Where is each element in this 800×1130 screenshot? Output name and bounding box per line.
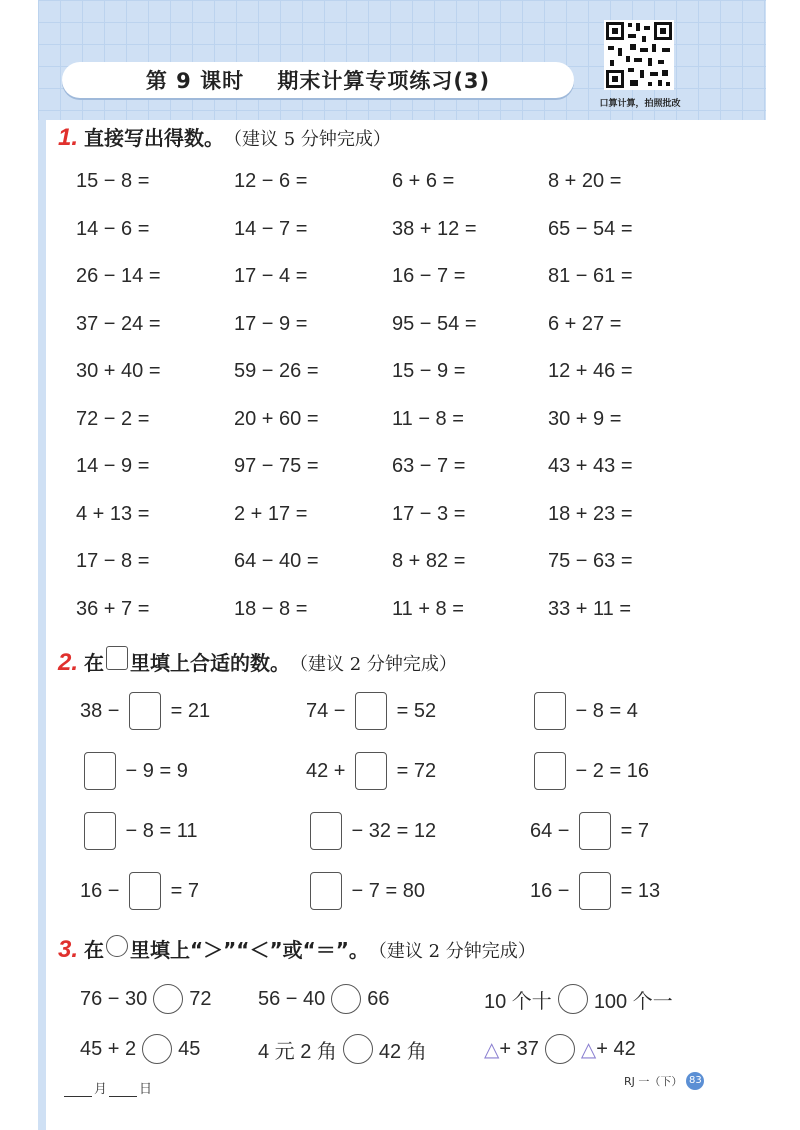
arithmetic-problem: 36 + 7 = <box>76 597 150 620</box>
day-blank[interactable] <box>109 1082 137 1097</box>
circle-symbol-icon <box>106 935 128 957</box>
section-1-hint: （建议 5 分钟完成） <box>224 129 391 150</box>
box-symbol-icon <box>106 646 128 670</box>
arithmetic-problem: 18 − 8 = <box>234 597 308 620</box>
page-number: 83 <box>686 1072 704 1090</box>
section-2-number: 2. <box>58 649 79 676</box>
section-3-title-pre: 在 <box>84 938 105 962</box>
section-1-heading <box>58 122 391 152</box>
arithmetic-problem: 30 + 40 = <box>76 360 161 382</box>
problem-right-text: = 52 <box>391 699 437 722</box>
answer-box[interactable] <box>579 812 611 850</box>
arithmetic-problem: 17 − 3 = <box>392 502 466 525</box>
arithmetic-problem: 14 − 9 = <box>76 455 150 477</box>
problem-right-text: − 32 = 12 <box>346 819 437 842</box>
arithmetic-problem: 75 − 63 = <box>548 550 633 572</box>
arithmetic-problem: 43 + 43 = <box>548 455 633 477</box>
fill-box-problem <box>530 752 649 790</box>
answer-box[interactable] <box>355 692 387 730</box>
answer-box[interactable] <box>579 872 611 910</box>
compare-right-text: 72 <box>189 987 212 1010</box>
problem-right-text: = 13 <box>615 879 661 902</box>
page-title: 第 9 课时 期末计算专项练习(3) <box>145 69 491 93</box>
compare-left-text: 56 − 40 <box>258 987 326 1010</box>
answer-box[interactable] <box>84 812 116 850</box>
arithmetic-problem: 18 + 23 = <box>548 502 633 525</box>
month-label: 月 <box>94 1082 108 1097</box>
arithmetic-problem: 38 + 12 = <box>392 217 477 240</box>
arithmetic-problem: 81 − 61 = <box>548 265 633 287</box>
fill-box-problem <box>80 872 199 910</box>
arithmetic-problem: 65 − 54 = <box>548 217 633 240</box>
problem-left-text: 74 − <box>306 699 352 722</box>
compare-right-text: 100 个一 <box>593 990 673 1013</box>
problem-right-text: = 7 <box>165 879 199 902</box>
compare-left-text: 10 个十 <box>484 990 552 1013</box>
arithmetic-problem: 11 + 8 = <box>392 597 464 620</box>
compare-problem <box>258 984 390 1014</box>
problem-right-text: − 2 = 16 <box>570 759 649 782</box>
problem-right-text: − 8 = 11 <box>120 819 198 842</box>
compare-right-text: 66 <box>367 987 390 1010</box>
arithmetic-problem: 33 + 11 = <box>548 597 632 620</box>
arithmetic-problem: 11 − 8 = <box>392 407 464 430</box>
section-3-hint: （建议 2 分钟完成） <box>368 941 536 962</box>
compare-right-text: + 42 <box>596 1037 636 1060</box>
problem-right-text: = 7 <box>615 819 649 842</box>
arithmetic-problem: 8 + 20 = <box>548 170 622 192</box>
section-2-heading <box>58 646 457 677</box>
compare-left-text: 45 + 2 <box>80 1037 137 1060</box>
compare-right-text: 42 角 <box>378 1040 427 1063</box>
section-3-heading <box>58 934 536 964</box>
answer-box[interactable] <box>355 752 387 790</box>
answer-box[interactable] <box>310 872 342 910</box>
fill-box-problem <box>306 752 436 790</box>
arithmetic-problem: 64 − 40 = <box>234 550 319 572</box>
section-3-title-post: 里填上“＞”“＜”或“＝”。 <box>130 938 369 962</box>
triangle-icon: △ <box>484 1038 500 1061</box>
fill-box-problem <box>306 692 436 730</box>
date-field <box>62 1078 152 1097</box>
qr-caption: 口算计算，拍照批改 <box>599 99 681 109</box>
page-footer <box>624 1072 704 1090</box>
arithmetic-problem: 4 + 13 = <box>76 502 150 525</box>
arithmetic-problem: 6 + 27 = <box>548 312 622 335</box>
problem-left-text: 38 − <box>80 699 126 722</box>
answer-box[interactable] <box>84 752 116 790</box>
title-banner <box>62 62 574 98</box>
arithmetic-problem: 95 − 54 = <box>392 312 477 335</box>
answer-circle[interactable] <box>331 984 361 1014</box>
compare-problem <box>484 984 673 1014</box>
arithmetic-problem: 97 − 75 = <box>234 455 319 477</box>
section-2-hint: （建议 2 分钟完成） <box>290 654 457 675</box>
fill-box-problem <box>80 692 210 730</box>
problem-right-text: − 9 = 9 <box>120 759 188 782</box>
arithmetic-problem: 16 − 7 = <box>392 265 466 287</box>
answer-circle[interactable] <box>142 1034 172 1064</box>
arithmetic-problem: 6 + 6 = <box>392 170 455 192</box>
section-2-title-pre: 在 <box>84 651 105 675</box>
arithmetic-problem: 20 + 60 = <box>234 407 319 430</box>
compare-left-text: 76 − 30 <box>80 987 148 1010</box>
arithmetic-problem: 17 − 9 = <box>234 312 308 335</box>
answer-box[interactable] <box>129 692 161 730</box>
section-3-number: 3. <box>58 936 79 963</box>
fill-box-problem <box>306 812 436 850</box>
compare-problem <box>484 1034 636 1064</box>
problem-left-text: 42 + <box>306 759 352 782</box>
answer-circle[interactable] <box>545 1034 575 1064</box>
compare-problem <box>80 984 212 1014</box>
answer-box[interactable] <box>129 872 161 910</box>
section-1-title: 直接写出得数。 <box>84 126 225 150</box>
answer-box[interactable] <box>534 692 566 730</box>
arithmetic-problem: 14 − 6 = <box>76 217 150 240</box>
arithmetic-problem: 17 − 4 = <box>234 265 308 287</box>
arithmetic-problem: 14 − 7 = <box>234 217 308 240</box>
fill-box-problem <box>80 812 197 850</box>
compare-problem <box>80 1034 200 1064</box>
arithmetic-problem: 59 − 26 = <box>234 360 319 382</box>
fill-box-problem <box>80 752 188 790</box>
triangle-icon: △ <box>580 1038 597 1061</box>
section-1-number: 1. <box>58 124 79 151</box>
arithmetic-problem: 37 − 24 = <box>76 312 161 335</box>
arithmetic-problem: 17 − 8 = <box>76 550 150 572</box>
compare-problem <box>258 1034 427 1064</box>
arithmetic-problem: 2 + 17 = <box>234 502 308 525</box>
arithmetic-problem: 63 − 7 = <box>392 455 466 477</box>
arithmetic-problem: 26 − 14 = <box>76 265 161 287</box>
answer-box[interactable] <box>310 812 342 850</box>
arithmetic-problem: 8 + 82 = <box>392 550 466 572</box>
qr-code-icon <box>604 20 674 90</box>
arithmetic-problem: 12 − 6 = <box>234 170 308 192</box>
answer-circle[interactable] <box>558 984 588 1014</box>
answer-circle[interactable] <box>343 1034 373 1064</box>
arithmetic-problem: 12 + 46 = <box>548 360 633 382</box>
fill-box-problem <box>530 692 638 730</box>
arithmetic-problem: 72 − 2 = <box>76 407 150 430</box>
fill-box-problem <box>306 872 425 910</box>
problem-left-text: 64 − <box>530 819 576 842</box>
arithmetic-problem: 15 − 8 = <box>76 170 150 192</box>
problem-right-text: = 21 <box>165 699 211 722</box>
problem-right-text: = 72 <box>391 759 437 782</box>
fill-box-problem <box>530 872 660 910</box>
edition-label: RJ 一（下） <box>624 1075 683 1088</box>
problem-left-text: 16 − <box>80 879 126 902</box>
problem-left-text: 16 − <box>530 879 576 902</box>
compare-left-text: + 37 <box>499 1037 539 1060</box>
problem-right-text: − 7 = 80 <box>346 879 425 902</box>
arithmetic-problem: 30 + 9 = <box>548 407 622 430</box>
problem-right-text: − 8 = 4 <box>570 699 638 722</box>
compare-right-text: 45 <box>178 1037 201 1060</box>
section-2-title-post: 里填上合适的数。 <box>130 651 291 675</box>
fill-box-problem <box>530 812 649 850</box>
margin-strip <box>38 120 46 1130</box>
answer-box[interactable] <box>534 752 566 790</box>
day-label: 日 <box>139 1082 153 1097</box>
answer-circle[interactable] <box>153 984 183 1014</box>
month-blank[interactable] <box>64 1082 92 1097</box>
arithmetic-problem: 15 − 9 = <box>392 360 466 382</box>
compare-left-text: 4 元 2 角 <box>258 1040 337 1063</box>
